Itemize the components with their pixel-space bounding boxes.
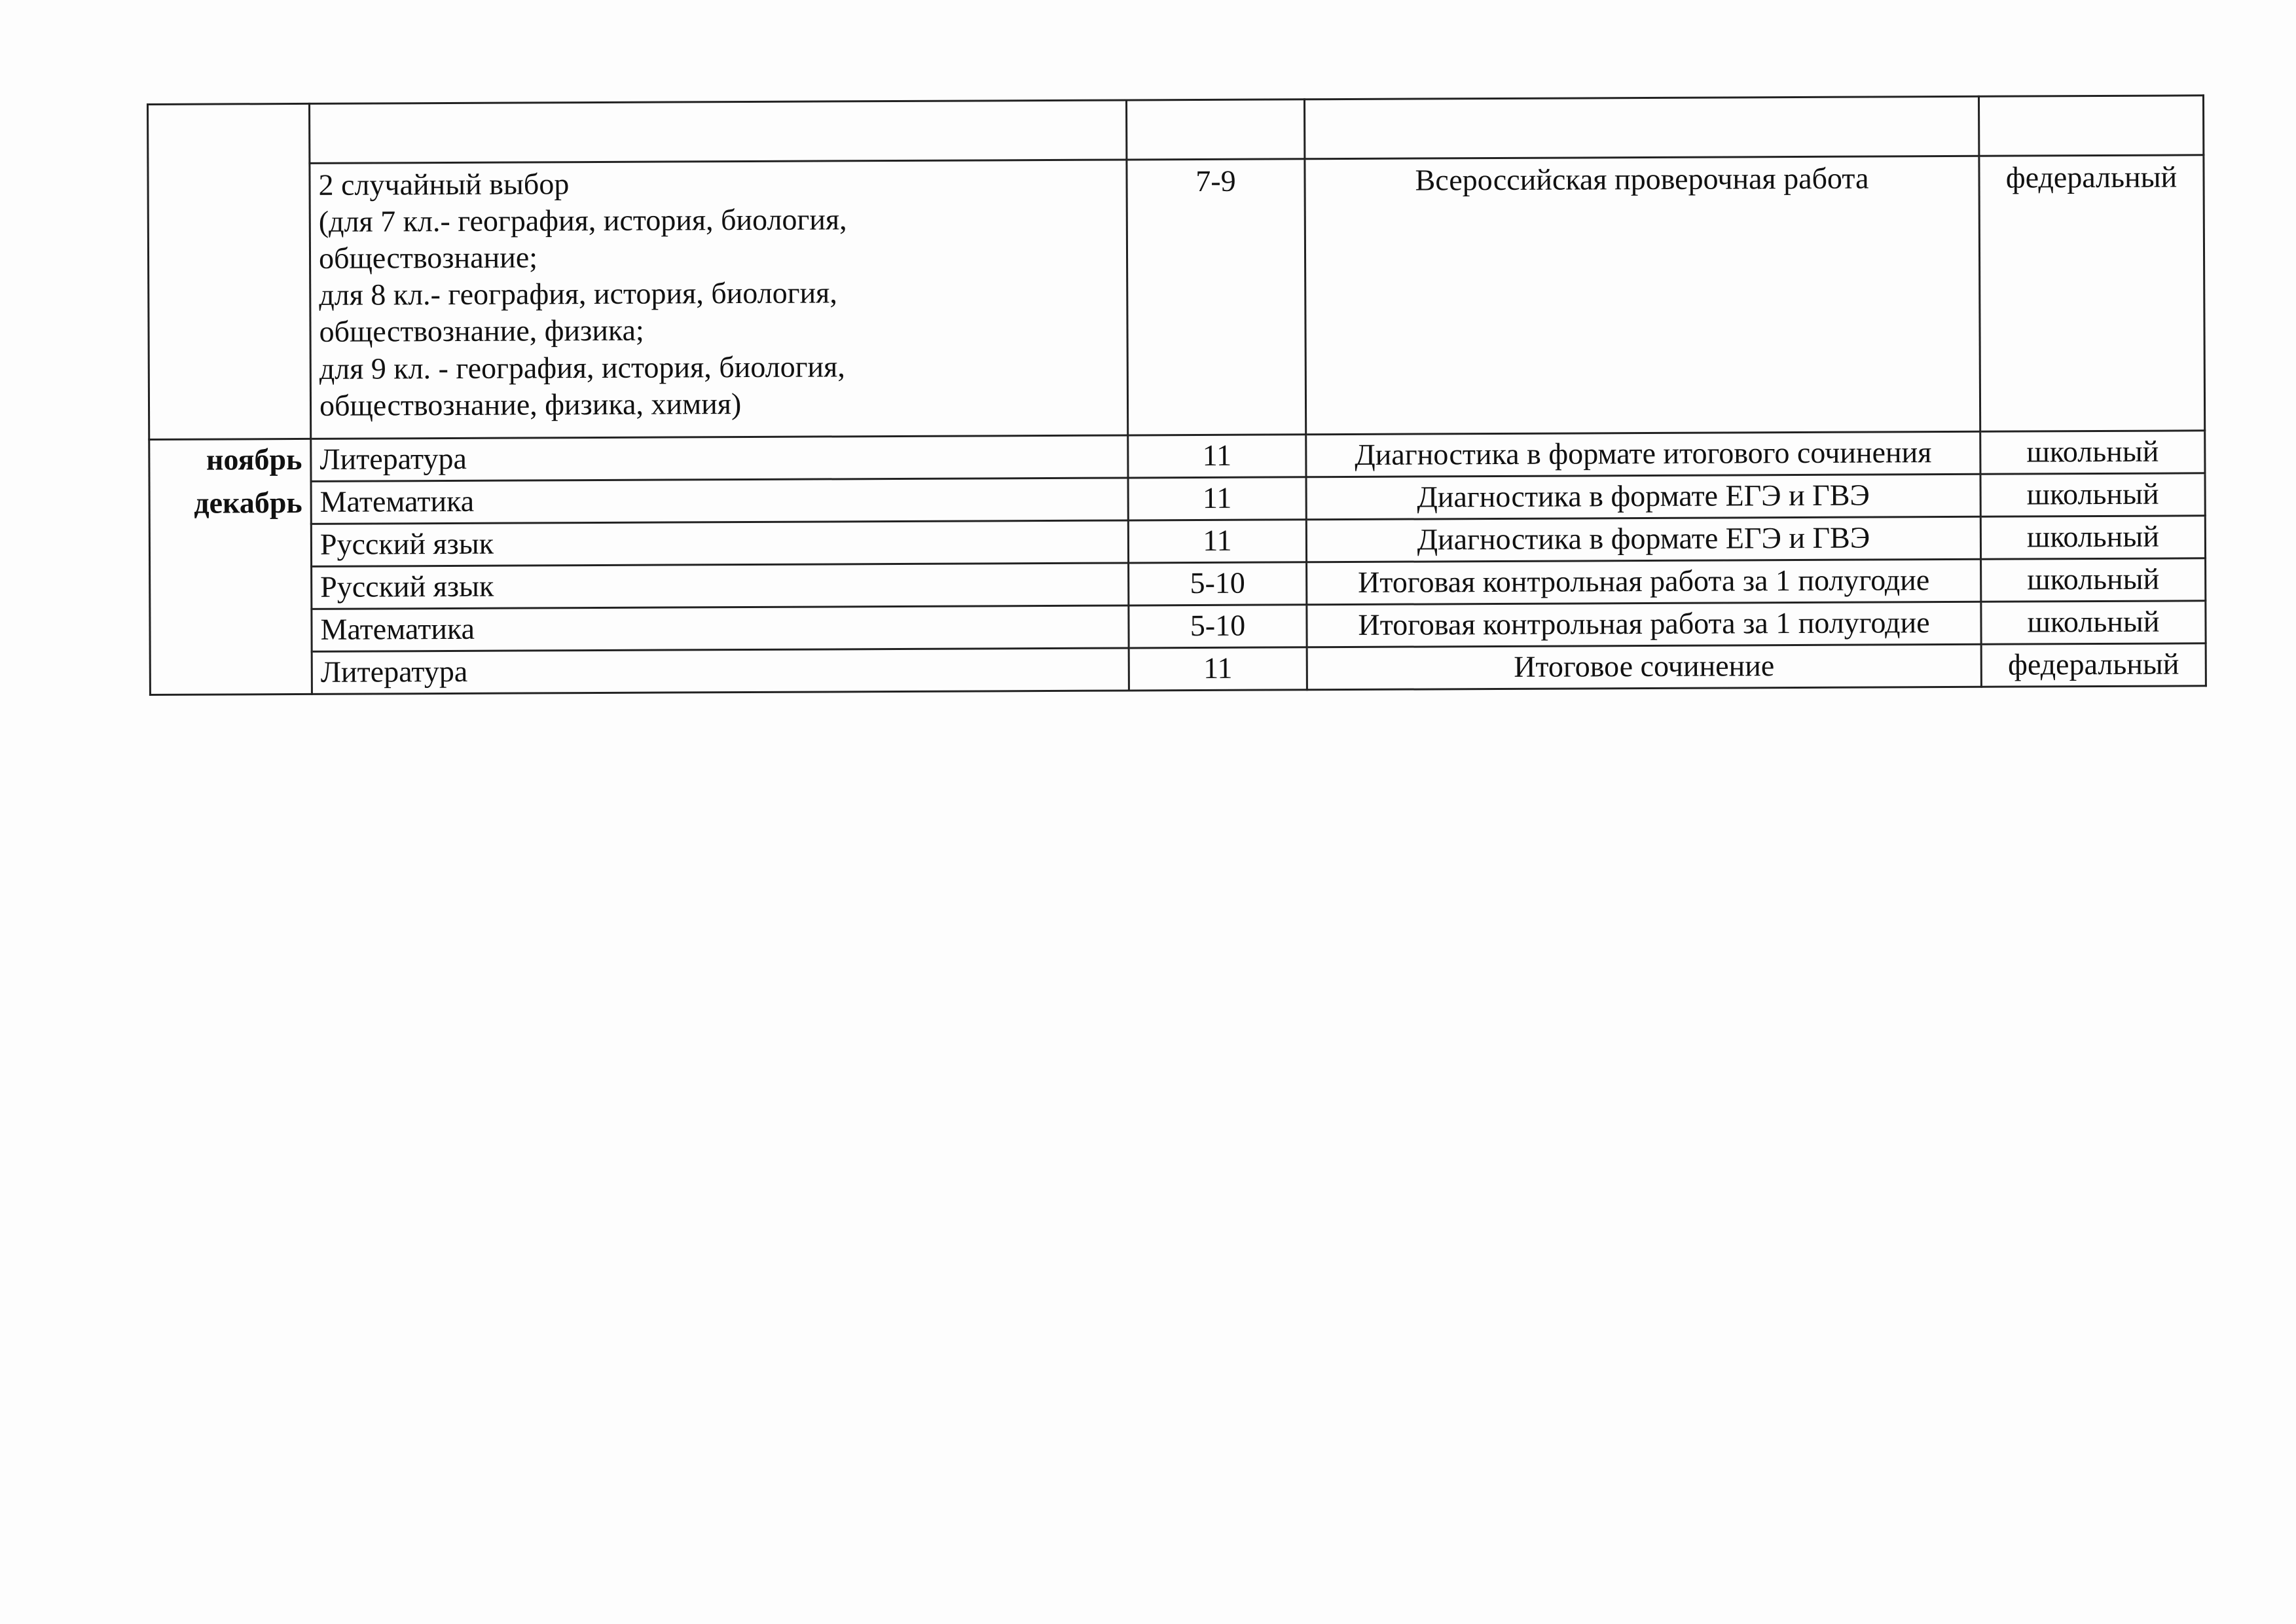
work-cell: Всероссийская проверочная работа (1305, 156, 1980, 434)
subject-line: для 9 кл. - география, история, биология, (319, 349, 845, 386)
subject-cell: Математика (312, 605, 1129, 651)
grade-cell: 5-10 (1129, 562, 1307, 605)
grade-cell: 11 (1128, 520, 1306, 563)
work-cell: Диагностика в формате ЕГЭ и ГВЭ (1306, 474, 1980, 519)
level-cell: школьный (1980, 516, 2205, 559)
subject-cell (310, 160, 1128, 439)
table-row (150, 643, 2206, 695)
level-cell: школьный (1981, 558, 2206, 602)
grade-cell: 5-10 (1129, 605, 1307, 648)
subject-line: обществознание; (318, 240, 538, 276)
subject-cell: Русский язык (311, 520, 1128, 566)
month-cell (148, 103, 311, 439)
level-cell: школьный (1980, 431, 2205, 474)
work-cell: Итоговая контрольная работа за 1 полугодие (1307, 559, 1981, 604)
work-cell: Итоговая контрольная работа за 1 полугодие (1307, 602, 1981, 647)
work-cell: Диагностика в формате ЕГЭ и ГВЭ (1306, 516, 1980, 562)
grade-cell: 11 (1128, 477, 1306, 520)
grade-cell: 11 (1129, 647, 1307, 691)
table-row (148, 96, 2204, 164)
work-cell (1304, 96, 1978, 158)
subject-line: 2 случайный выбор (318, 167, 570, 202)
level-cell (1978, 96, 2203, 156)
work-cell: Диагностика в формате итогового сочинения (1306, 431, 1980, 477)
subject-cell (310, 100, 1127, 163)
subject-line: обществознание, физика; (319, 314, 644, 349)
grade-cell: 7-9 (1127, 159, 1306, 435)
grade-cell (1126, 99, 1304, 160)
subject-cell: Математика (311, 478, 1128, 524)
subject-line: (для 7 кл.- география, история, биология, (318, 202, 847, 238)
work-cell: Итоговое сочинение (1307, 644, 1981, 689)
level-cell: школьный (1980, 473, 2205, 516)
subject-line: для 8 кл.- география, история, биология, (319, 276, 837, 312)
month-label-december: декабрь (194, 486, 302, 520)
schedule-table-wrapper (147, 94, 2205, 696)
subject-line: обществознание, физика, химия) (319, 386, 742, 422)
month-cell (149, 439, 312, 695)
table-row (148, 155, 2205, 440)
level-cell: федеральный (1979, 155, 2205, 431)
assessment-schedule-table (147, 94, 2207, 696)
grade-cell: 11 (1128, 435, 1306, 478)
month-label-november: ноябрь (206, 442, 302, 477)
level-cell: федеральный (1981, 643, 2206, 687)
subject-cell: Литература (312, 648, 1129, 694)
subject-cell: Русский язык (312, 563, 1129, 609)
level-cell: школьный (1981, 601, 2206, 644)
subject-cell: Литература (311, 435, 1128, 481)
